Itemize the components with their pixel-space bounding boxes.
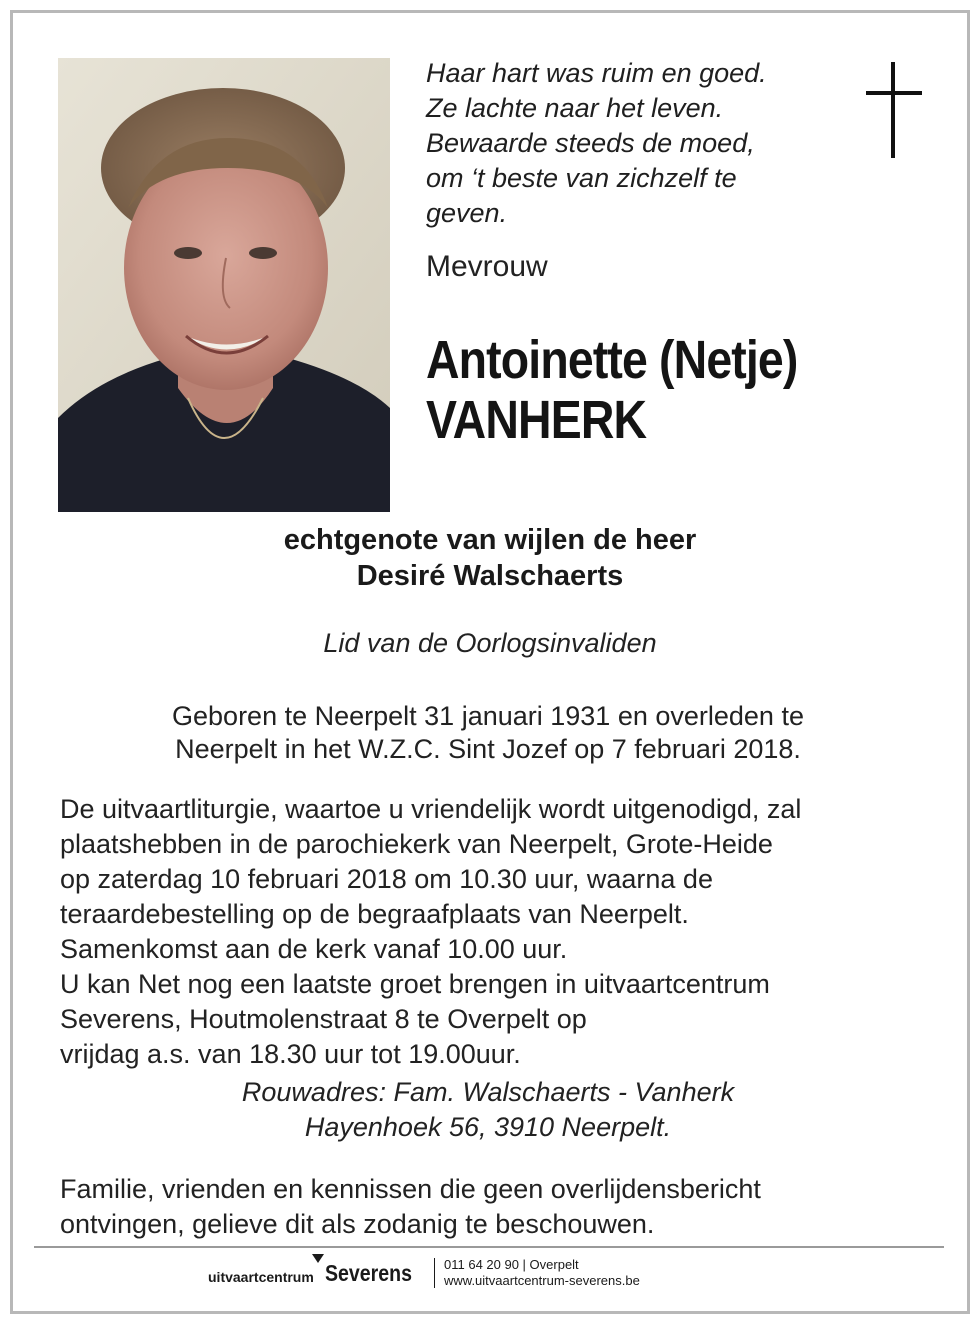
footer-divider (34, 1246, 944, 1248)
footer-website: www.uitvaartcentrum-severens.be (444, 1273, 640, 1288)
portrait-photo (58, 58, 390, 512)
poem-line: Ze lachte naar het leven. (426, 93, 724, 123)
poem-line: om ‘t beste van zichzelf te (426, 163, 737, 193)
details-line: De uitvaartliturgie, waartoe u vriendelijk wordt uitgenodigd, zal (60, 794, 802, 824)
details-line: vrijdag a.s. van 18.30 uur tot 19.00uur. (60, 1039, 521, 1069)
deceased-name (426, 330, 798, 450)
deceased-first-name: Antoinette (Netje) (426, 330, 798, 390)
footer-logo (208, 1254, 728, 1290)
footer-contact: 011 64 20 90 | Overpelt (444, 1257, 579, 1272)
address-line: Hayenhoek 56, 3910 Neerpelt. (304, 1112, 672, 1142)
cross-icon (866, 62, 922, 158)
details-line: Samenkomst aan de kerk vanaf 10.00 uur. (60, 934, 568, 964)
family-line: ontvingen, gelieve dit als zodanig te beschouwen. (60, 1209, 655, 1239)
family-line: Familie, vrienden en kennissen die geen overlijdensbericht (60, 1174, 761, 1204)
footer-separator (434, 1258, 435, 1288)
details-line: op zaterdag 10 februari 2018 om 10.30 uur, waarna de (60, 864, 713, 894)
mourning-address (0, 1075, 976, 1145)
poem-line: geven. (426, 198, 508, 228)
family-note (60, 1172, 761, 1242)
details-line: teraardebestelling op de begraafplaats van Neerpelt. (60, 899, 689, 929)
footer-prefix: uitvaartcentrum (208, 1269, 314, 1285)
poem-line: Haar hart was ruim en goed. (426, 58, 767, 88)
footer-brand: Severens (325, 1260, 412, 1286)
details-line: U kan Net nog een laatste groet brengen in uitvaartcentrum (60, 969, 770, 999)
spouse-info (0, 522, 980, 594)
salutation: Mevrouw (426, 250, 548, 283)
poem (426, 56, 846, 231)
deceased-last-name: VANHERK (426, 390, 647, 450)
birth-death-line: Geboren te Neerpelt 31 januari 1931 en overleden te (172, 701, 804, 731)
birth-death-text (0, 700, 976, 766)
details-line: plaatshebben in de parochiekerk van Neerpelt, Grote-Heide (60, 829, 773, 859)
triangle-down-icon (312, 1254, 324, 1263)
spouse-line: echtgenote van wijlen de heer (283, 524, 697, 556)
poem-line: Bewaarde steeds de moed, (426, 128, 755, 158)
details-line: Severens, Houtmolenstraat 8 te Overpelt op (60, 1004, 587, 1034)
address-line: Rouwadres: Fam. Walschaerts - Vanherk (241, 1077, 735, 1107)
membership: Lid van de Oorlogsinvaliden (323, 628, 657, 658)
spouse-name: Desiré Walschaerts (356, 560, 624, 592)
footer-info (444, 1257, 640, 1289)
birth-death-line: Neerpelt in het W.Z.C. Sint Jozef op 7 februari 2018. (175, 734, 801, 764)
funeral-details (60, 792, 801, 1072)
